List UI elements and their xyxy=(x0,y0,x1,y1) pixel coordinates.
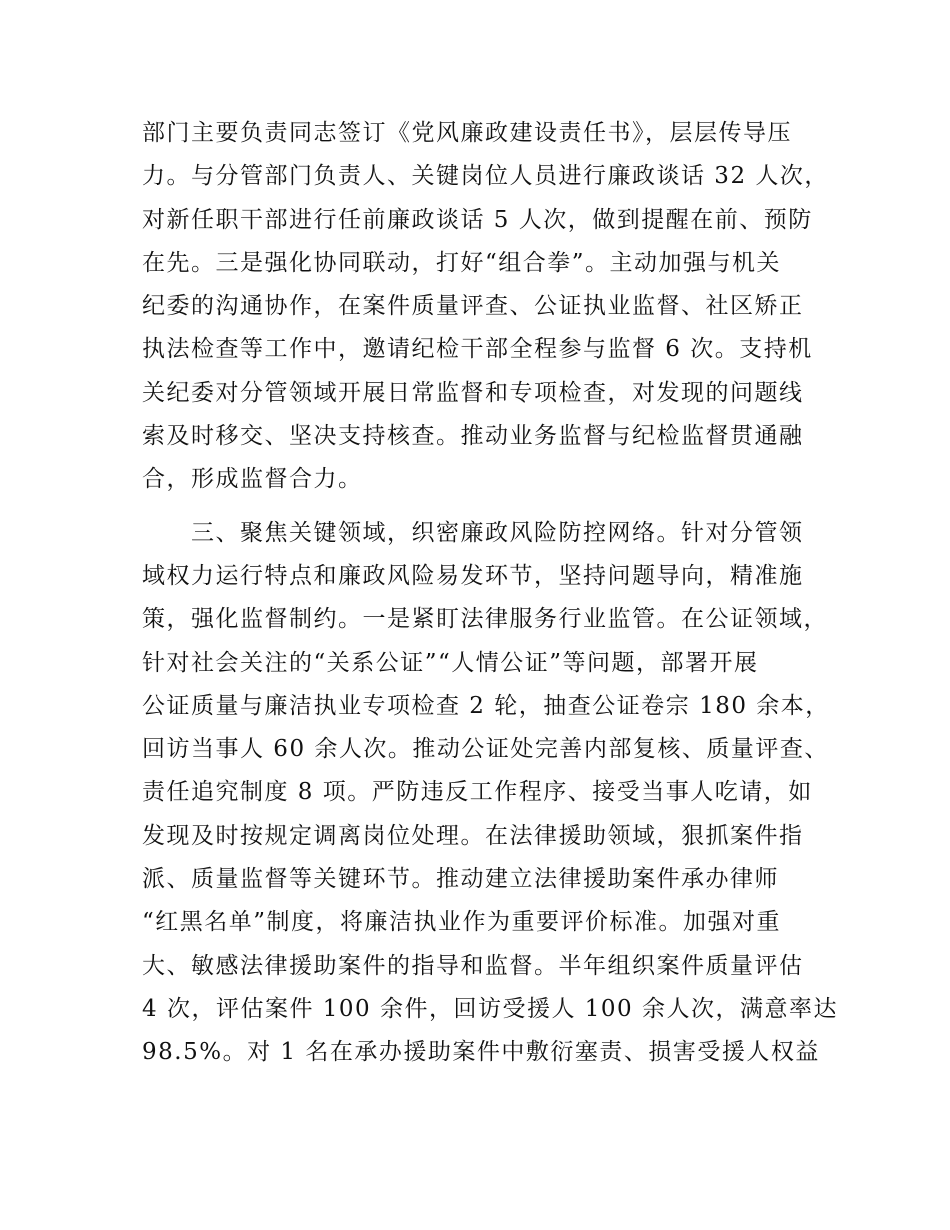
text-line: 98.5%。对 1 名在承办援助案件中敷衍塞责、损害受援人权益 xyxy=(142,1039,820,1066)
text-line: 对新任职干部进行任前廉政谈话 5 人次，做到提醒在前、预防 xyxy=(142,206,813,233)
text-line: 关纪委对分管领域开展日常监督和专项检查，对发现的问题线 xyxy=(142,379,804,406)
text-line: 公证质量与廉洁执业专项检查 2 轮，抽查公证卷宗 180 余本， xyxy=(142,692,830,719)
text-line: 发现及时按规定调离岗位处理。在法律援助领域，狠抓案件指 xyxy=(142,822,804,849)
text-line: 执法检查等工作中，邀请纪检干部全程参与监督 6 次。支持机 xyxy=(142,336,813,363)
text-line: 回访当事人 60 余人次。推动公证处完善内部复核、质量评查、 xyxy=(142,736,829,763)
paragraph-2 xyxy=(142,512,838,1075)
text-line: 索及时移交、坚决支持核查。推动业务监督与纪检监督贯通融 xyxy=(142,423,804,450)
text-line: 4 次，评估案件 100 余件，回访受援人 100 余人次，满意率达 xyxy=(142,995,838,1022)
text-line: 大、敏感法律援助案件的指导和监督。半年组织案件质量评估 xyxy=(142,952,804,979)
text-line: 策，强化监督制约。一是紧盯法律服务行业监管。在公证领域， xyxy=(142,606,828,633)
text-line: “红黑名单”制度，将廉洁执业作为重要评价标准。加强对重 xyxy=(142,909,782,936)
text-line: 域权力运行特点和廉政风险易发环节，坚持问题导向，精准施 xyxy=(142,562,804,589)
paragraph-1 xyxy=(142,112,832,502)
text-line: 针对社会关注的“关系公证”“人情公证”等问题，部署开展 xyxy=(142,649,759,676)
text-line: 派、质量监督等关键环节。推动建立法律援助案件承办律师 xyxy=(142,866,779,893)
text-line: 部门主要负责同志签订《党风廉政建设责任书》，层层传导压 xyxy=(142,120,792,146)
document-body xyxy=(142,112,838,1075)
text-line: 力。与分管部门负责人、关键岗位人员进行廉政谈话 32 人次， xyxy=(142,163,829,190)
text-line: 在先。三是强化协同联动，打好“组合拳”。主动加强与机关 xyxy=(142,249,782,276)
paragraph-gap xyxy=(142,502,832,512)
text-line: 合，形成监督合力。 xyxy=(142,466,363,493)
text-line: 责任追究制度 8 项。严防违反工作程序、接受当事人吃请，如 xyxy=(142,779,813,806)
text-line: 纪委的沟通协作，在案件质量评查、公证执业监督、社区矫正 xyxy=(142,293,804,320)
text-line: 三、聚焦关键领域，织密廉政风险防控网络。针对分管领 xyxy=(142,519,804,546)
